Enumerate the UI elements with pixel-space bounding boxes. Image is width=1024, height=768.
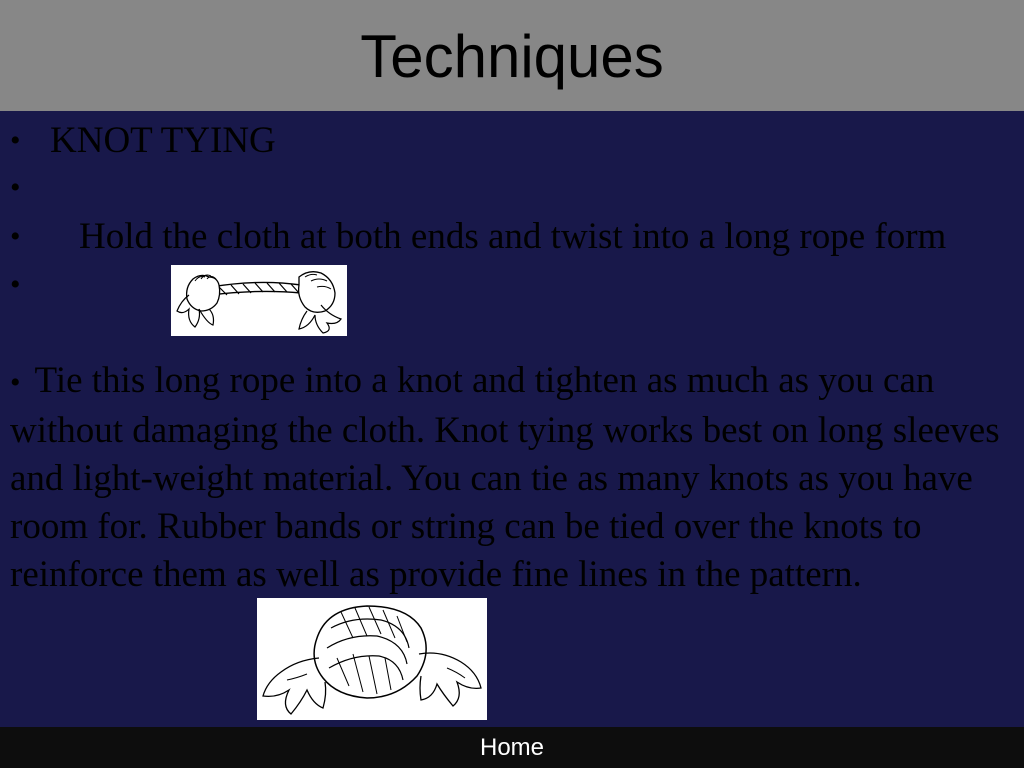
- bullet-marker: •: [10, 124, 21, 157]
- footer-bar: [0, 727, 1024, 768]
- content-area: [0, 111, 1024, 727]
- bullet-marker: •: [10, 220, 21, 253]
- twist-cloth-image: [171, 265, 347, 336]
- hands-twisting-cloth-icon: [171, 265, 347, 336]
- bullet-item-knot-tying: KNOT TYING: [50, 120, 276, 161]
- home-link[interactable]: Home: [479, 734, 545, 761]
- page-title: Techniques: [360, 23, 664, 90]
- tied-knot-image: [257, 598, 487, 720]
- title-bar: [0, 0, 1024, 111]
- knot-instructions-text: Tie this long rope into a knot and tighten as much as you can without damaging the cloth. Knot tying works best on long sleeves and light-weight material. You can tie as many knots as you have room for. Rubber bands or string can be tied over the knots to reinforce them as well as provide fine lines in the pattern.: [10, 360, 1000, 595]
- tied-knot-icon: [257, 598, 487, 720]
- bullet-marker: •: [10, 268, 21, 301]
- bullet-marker: •: [10, 366, 21, 399]
- bullet-marker: •: [10, 171, 21, 204]
- bullet-item-hold-cloth: Hold the cloth at both ends and twist into a long rope form: [79, 216, 947, 257]
- knot-instructions-paragraph: [10, 357, 1024, 599]
